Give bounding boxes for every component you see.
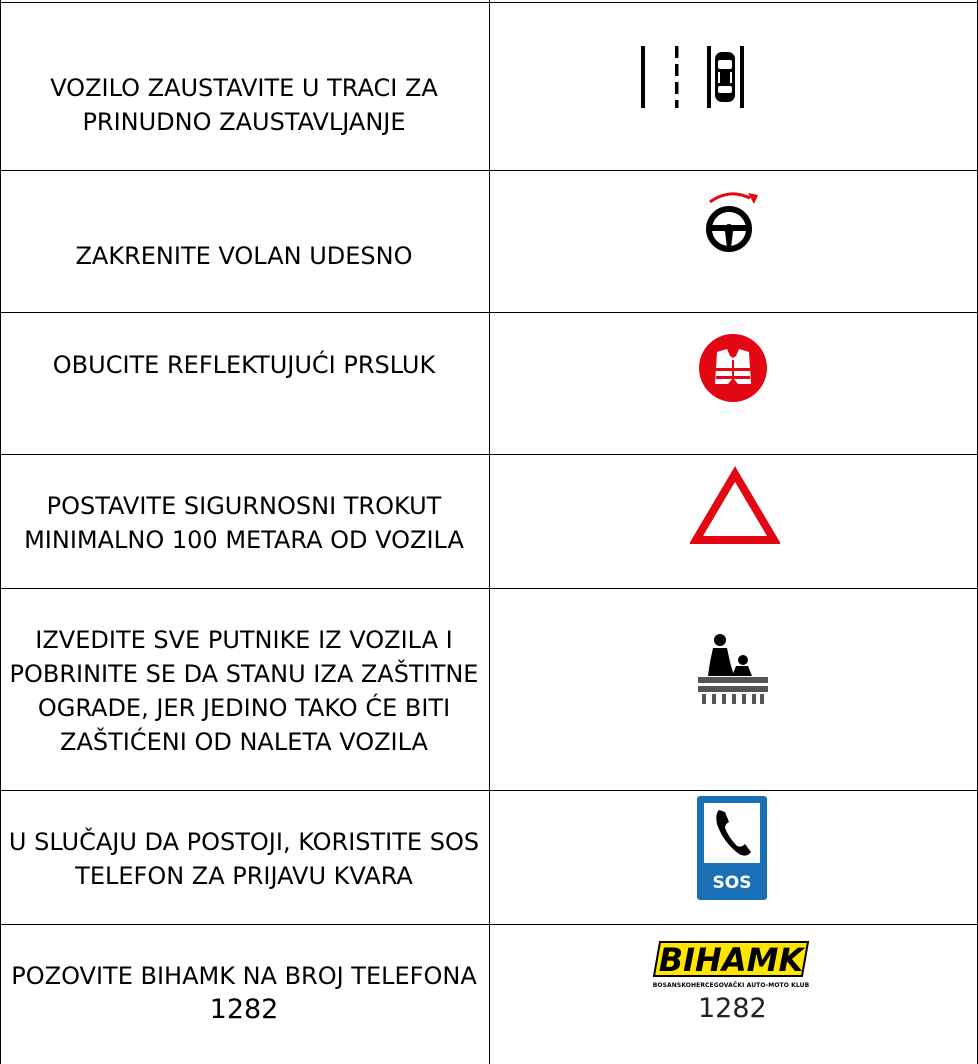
- bihamk-logo: [652, 938, 810, 992]
- emergency-lane-car-icon: [638, 44, 748, 110]
- instruction-line: U SLUČAJU DA POSTOJI, KORISTITE SOS: [8, 828, 480, 856]
- warning-triangle-icon: [690, 466, 780, 546]
- sos-phone-sign-icon: [697, 796, 767, 900]
- table-border-top: [0, 2, 978, 3]
- instruction-line: 1282: [209, 994, 279, 1025]
- table-column-divider: [489, 0, 490, 1064]
- instruction-text-triangle: [0, 489, 488, 557]
- bihamk-logo-text: BIHAMK: [658, 941, 804, 979]
- sos-sign-label: SOS: [712, 873, 752, 893]
- row-divider: [0, 170, 978, 171]
- bihamk-logo-subtitle: BOSANSKOHERCEGOVAČKI AUTO-MOTO KLUB: [652, 982, 810, 989]
- instruction-line: POBRINITE SE DA STANU IZA ZAŠTITNE: [9, 660, 479, 688]
- instruction-text-stop-in-lane: [0, 71, 488, 139]
- instruction-text-passengers: [0, 623, 488, 759]
- instruction-text-call-bihamk: [0, 959, 488, 1027]
- reflective-vest-icon: [697, 332, 769, 404]
- passengers-behind-guardrail-icon: [696, 632, 770, 708]
- row-divider: [0, 790, 978, 791]
- instruction-text-turn-wheel: [0, 239, 488, 273]
- instruction-line: OGRADE, JER JEDINO TAKO ĆE BITI: [37, 694, 451, 722]
- row-divider: [0, 454, 978, 455]
- instruction-line: VOZILO ZAUSTAVITE U TRACI ZA: [50, 74, 438, 102]
- bihamk-phone-number: 1282: [698, 993, 767, 1024]
- instruction-text-sos: [0, 825, 488, 893]
- steering-wheel-turn-right-icon: [698, 186, 764, 256]
- instruction-line: MINIMALNO 100 METARA OD VOZILA: [24, 526, 464, 554]
- instruction-line: POZOVITE BIHAMK NA BROJ TELEFONA: [11, 962, 477, 990]
- instruction-line: ZAŠTIĆENI OD NALETA VOZILA: [60, 728, 428, 756]
- row-divider: [0, 312, 978, 313]
- instruction-line: POSTAVITE SIGURNOSNI TROKUT: [46, 492, 442, 520]
- instruction-line: OBUCITE REFLEKTUJUĆI PRSLUK: [52, 351, 436, 379]
- instruction-text-vest: [0, 348, 488, 382]
- row-divider: [0, 924, 978, 925]
- instruction-line: TELEFON ZA PRIJAVU KVARA: [75, 862, 413, 890]
- row-divider: [0, 588, 978, 589]
- instruction-line: IZVEDITE SVE PUTNIKE IZ VOZILA I: [35, 626, 453, 654]
- instruction-line: PRINUDNO ZAUSTAVLJANJE: [82, 108, 406, 136]
- instruction-line: ZAKRENITE VOLAN UDESNO: [75, 242, 413, 270]
